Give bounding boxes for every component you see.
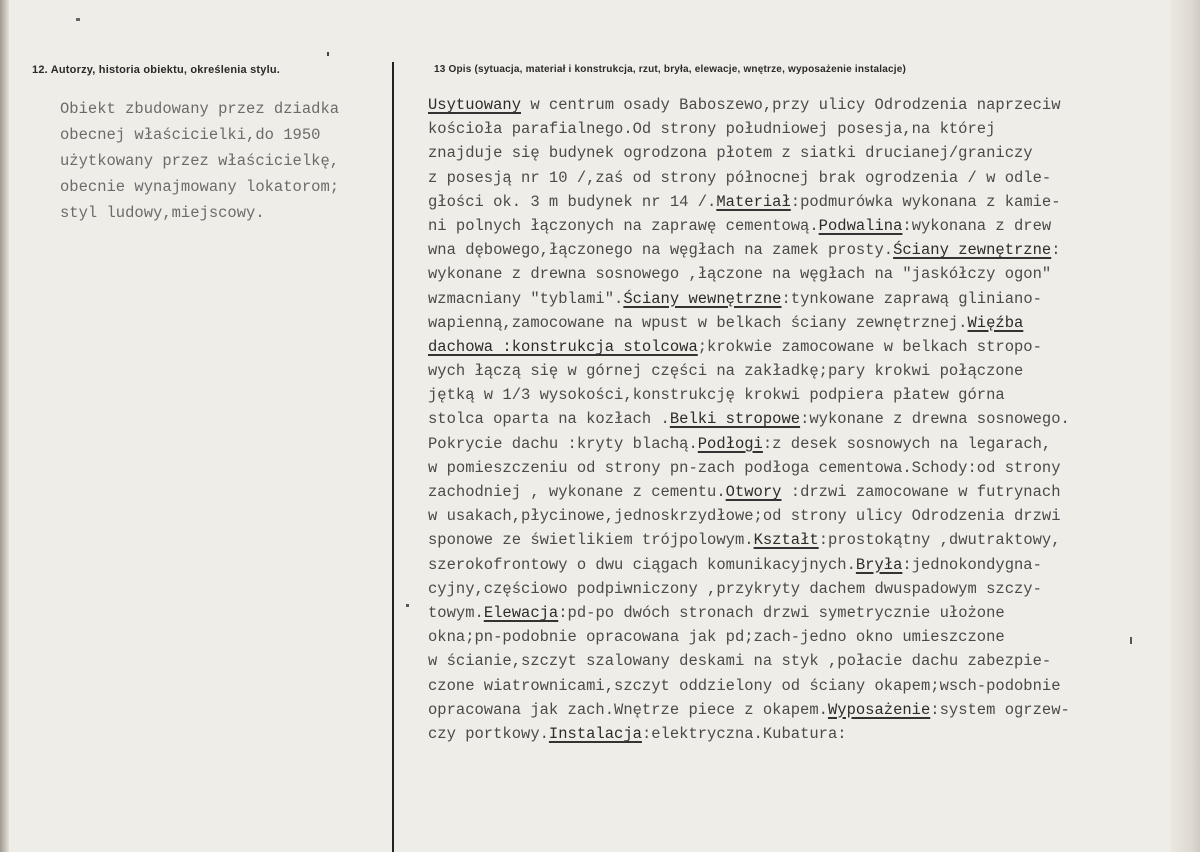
text-line	[428, 117, 1158, 141]
text-segment: :system ogrzew-	[930, 700, 1070, 719]
underlined-keyword: Otwory	[725, 483, 782, 501]
text-line	[428, 287, 1158, 311]
text-segment: w centrum osady Baboszewo,przy ulicy Odrodzenia naprzeciw	[521, 96, 1061, 114]
underlined-keyword: Elewacja	[483, 603, 559, 622]
text-line: styl ludowy,miejscowy.	[60, 204, 265, 222]
underlined-keyword: Ściany zewnętrzne	[893, 241, 1052, 260]
text-line	[428, 649, 1158, 673]
page-right-edge	[1170, 0, 1200, 852]
text-segment: :	[1051, 241, 1061, 260]
text-line	[428, 141, 1158, 165]
text-segment: kościoła parafialnego.Od strony południowej posesja,na której	[428, 120, 996, 139]
text-segment: znajduje się budynek ogrodzona płotem z siatki drucianej/graniczy	[428, 144, 1033, 163]
text-segment: ni polnych łączonych na zaprawę cementową.	[428, 216, 819, 235]
text-line: obecnie wynajmowany lokatorom;	[60, 178, 340, 196]
text-line	[428, 504, 1158, 528]
text-line	[428, 238, 1158, 262]
ink-speck	[76, 18, 80, 21]
text-segment: w pomieszczeniu od strony pn-zach podłoga cementowa.Schody:od strony	[428, 458, 1061, 477]
text-segment: czone wiatrownicami,szczyt oddzielony od ściany okapem;wsch-podobnie	[428, 676, 1061, 695]
text-segment: w ścianie,szczyt szalowany deskami na styk ,połacie dachu zabezpie-	[428, 652, 1052, 671]
text-segment: :jednokondygna-	[902, 555, 1042, 574]
text-line: Obiekt zbudowany przez dziadka	[60, 100, 340, 118]
text-segment: sponowe ze świetlikiem trójpolowym.	[428, 531, 754, 550]
ink-speck	[327, 52, 329, 56]
text-line	[428, 190, 1158, 214]
underlined-keyword: Belki stropowe	[669, 410, 801, 429]
text-segment: cyjny,częściowo podpiwniczony ,przykryty dachem dwuspadowym szczy-	[428, 579, 1042, 598]
text-line: obecnej właścicielki,do 1950	[60, 126, 321, 144]
text-segment: wzmacniany "tyblami".	[428, 289, 624, 308]
text-line	[428, 698, 1158, 722]
text-segment: stolca oparta na kozłach .	[428, 410, 670, 429]
text-segment: :prostokątny ,dwutraktowy,	[818, 531, 1061, 550]
underlined-keyword: Usytuowany	[428, 96, 522, 114]
underlined-keyword: Więźba	[967, 313, 1024, 332]
page-binding-edge	[0, 0, 9, 852]
text-line	[428, 359, 1158, 383]
text-segment: z posesją nr 10 /,zaś od strony północnej brak ogrodzenia / w odle-	[428, 168, 1052, 187]
text-line	[428, 262, 1158, 286]
text-segment: głości ok. 3 m budynek nr 14 /.	[428, 192, 717, 211]
text-segment: w usakach,płycinowe,jednoskrzydłowe;od strony ulicy Odrodzenia drzwi	[428, 507, 1061, 526]
text-segment: :wykonana z drew	[902, 216, 1052, 235]
text-line	[428, 601, 1158, 625]
text-segment: :z desek sosnowych na legarach,	[762, 434, 1052, 453]
text-line	[428, 625, 1158, 649]
text-line	[428, 407, 1158, 431]
underlined-keyword: Podłogi	[697, 434, 763, 453]
text-segment: wapienną,zamocowane na wpust w belkach ściany zewnętrznej.	[428, 313, 968, 332]
text-segment: Pokrycie dachu :kryty blachą.	[428, 434, 698, 453]
section-13-text	[428, 93, 1158, 746]
text-line	[428, 456, 1158, 480]
text-segment: :drzwi zamocowane w futrynach	[781, 483, 1061, 501]
underlined-keyword: Ściany wewnętrzne	[623, 289, 782, 308]
text-segment: czy portkowy.	[428, 724, 549, 743]
text-segment: zachodniej , wykonane z cementu.	[428, 483, 726, 501]
text-segment: towym.	[428, 603, 484, 622]
text-segment: :tynkowane zaprawą glinianо-	[781, 289, 1042, 308]
text-line	[428, 577, 1158, 601]
underlined-keyword: Materiał	[716, 192, 791, 211]
text-segment: wna dębowego,łączonego na węgłach na zamek prosty.	[428, 241, 894, 260]
text-line	[428, 166, 1158, 190]
underlined-keyword: Podwalina	[818, 216, 903, 235]
underlined-keyword: dachowa :konstrukcja stolcowa	[428, 337, 698, 356]
column-divider	[392, 62, 394, 852]
text-line	[428, 674, 1158, 698]
text-line	[428, 93, 1158, 117]
text-line	[428, 214, 1158, 238]
text-segment: szerokofrontowy o dwu ciągach komunikacyjnych.	[428, 555, 856, 574]
text-line	[428, 432, 1158, 456]
text-segment: jętką w 1/3 wysokości,konstrukcję krokwi podpiera płatew górna	[428, 386, 1005, 405]
underlined-keyword: Kształt	[753, 531, 819, 550]
text-segment: :elektryczna.Kubatura:	[641, 724, 847, 743]
underlined-keyword: Bryła	[855, 555, 903, 574]
text-segment: :wykonane z drewna sosnowego.	[800, 410, 1070, 429]
text-segment: wych łączą się w górnej części na zakładkę;pary krokwi połączone	[428, 362, 1024, 381]
text-line	[428, 553, 1158, 577]
text-segment: okna;pn-podobnie opracowana jak pd;zach-jedno okno umieszczone	[428, 628, 1005, 647]
text-line: użytkowany przez właścicielkę,	[60, 152, 340, 170]
section-13-header: 13 Opis (sytuacja, materiał i konstrukcja, rzut, bryła, elewacje, wnętrze, wyposażenie instalacje)	[434, 64, 907, 75]
text-segment: opracowana jak zach.Wnętrze piece z okapem.	[428, 700, 828, 719]
text-segment: ;krokwie zamocowane w belkach stropo-	[697, 337, 1042, 356]
text-segment: wykonane z drewna sosnowego ,łączone na węgłach na "jaskółczy ogon"	[428, 265, 1052, 284]
underlined-keyword: Wyposażenie	[827, 700, 931, 719]
text-line	[428, 722, 1158, 746]
ink-speck	[406, 604, 409, 607]
underlined-keyword: Instalacja	[548, 724, 642, 743]
text-line	[428, 528, 1158, 552]
text-segment: :pd-po dwóch stronach drzwi symetrycznie ułożone	[558, 603, 1005, 622]
text-line	[428, 383, 1158, 407]
text-line	[428, 335, 1158, 359]
section-12-header: 12. Autorzy, historia obiektu, określenia stylu.	[32, 64, 280, 76]
text-segment: :podmurówka wykonana z kamie-	[790, 192, 1061, 211]
text-line	[428, 480, 1158, 504]
text-line	[428, 311, 1158, 335]
section-12-text	[60, 96, 380, 226]
